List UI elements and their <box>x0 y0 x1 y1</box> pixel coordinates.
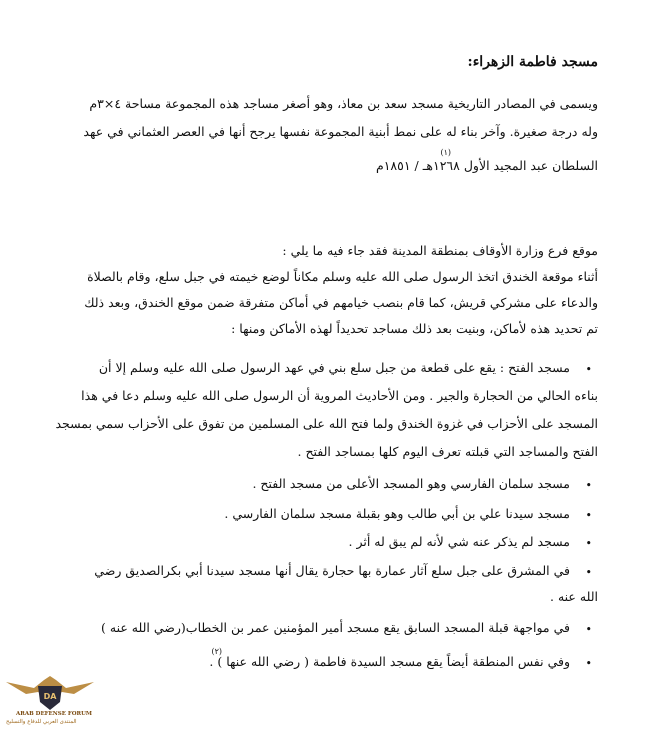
bullet-7: وفي نفس المنطقة أيضاً يقع مسجد السيدة فاطمة ( رضي الله عنها ) . <box>209 654 570 669</box>
intro-line-1: ويسمى في المصادر التاريخية مسجد سعد بن معاذ، وهو أصغر مساجد هذه المجموعة مساحة ٤×٣م <box>89 96 598 111</box>
para-line-4: تم تحديد هذه لأماكن، وبنيت بعد ذلك مساجد تحديداً لهذه الأماكن ومنها : <box>231 321 598 336</box>
bullet-marker: • <box>585 657 592 670</box>
bullet-1-line-2: بناءه الحالي من الحجارة والجير . ومن الأحاديث المروية أن الرسول صلى الله عليه وسلم دعا في هذا <box>81 388 598 403</box>
bullet-marker: • <box>585 623 592 636</box>
watermark-logo <box>4 672 96 728</box>
bullet-1-line-1: مسجد الفتح : يقع على قطعة من جبل سلع بني في عهد الرسول صلى الله عليه وسلم إلا أن <box>98 360 570 375</box>
para-line-3: والدعاء على مشركي قريش، كما قام بنصب خيامهم في أماكن متفرقة ضمن موقع الخندق، وبعد ذلك <box>84 295 598 310</box>
bullet-1-line-3: المسجد على الأحزاب في غزوة الخندق ولما فتح الله على المسلمين من تفوق على الأحزاب سمي بمسجد <box>55 416 598 431</box>
bullet-marker: • <box>585 509 592 522</box>
bullet-2: مسجد سلمان الفارسي وهو المسجد الأعلى من مسجد الفتح . <box>252 476 570 491</box>
para-line-1: موقع فرع وزارة الأوقاف بمنطقة المدينة فقد جاء فيه ما يلي : <box>282 243 598 258</box>
footnote-marker-2: (٢) <box>211 647 222 656</box>
bullet-3: مسجد سيدنا علي بن أبي طالب وهو بقبلة مسجد سلمان الفارسي . <box>224 506 570 521</box>
section-title: مسجد فاطمة الزهراء: <box>467 54 598 70</box>
svg-text:DA: DA <box>43 692 57 701</box>
footnote-marker-1: (١) <box>440 148 451 157</box>
intro-line-2: وله درجة صغيرة. وآخر بناء له على نمط أبنية المجموعة نفسها يرجح أنها في العصر العثماني في عهد <box>83 124 598 139</box>
eagle-shield-icon <box>4 672 96 712</box>
bullet-5-line-1: في المشرق على جبل سلع آثار عمارة بها حجارة يقال أنها مسجد سيدنا أبي بكرالصديق رضي <box>94 563 570 578</box>
watermark-name: ARAB DEFENSE FORUM <box>16 711 92 717</box>
bullet-1-line-4: الفتح والمساجد التي قبلته تعرف اليوم كلها بمساجد الفتح . <box>297 444 598 459</box>
watermark-tagline: المنتدى العربي للدفاع والتسليح <box>6 719 77 725</box>
bullet-marker: • <box>585 566 592 579</box>
para-line-2: أثناء موقعة الخندق اتخذ الرسول صلى الله عليه وسلم مكاناً لوضع خيمته في جبل سلع، وقام بالصلاة <box>87 269 598 284</box>
bullet-marker: • <box>585 537 592 550</box>
bullet-5-line-2: الله عنه . <box>550 589 598 604</box>
bullet-4: مسجد لم يذكر عنه شي لأنه لم يبق له أثر . <box>348 534 570 549</box>
bullet-marker: • <box>585 363 592 376</box>
bullet-6: في مواجهة قبلة المسجد السابق يقع مسجد أمير المؤمنين عمر بن الخطاب(رضي الله عنه ) <box>101 620 570 635</box>
intro-line-3: السلطان عبد المجيد الأول ١٢٦٨هـ / ١٨٥١م <box>375 158 598 173</box>
bullet-marker: • <box>585 479 592 492</box>
